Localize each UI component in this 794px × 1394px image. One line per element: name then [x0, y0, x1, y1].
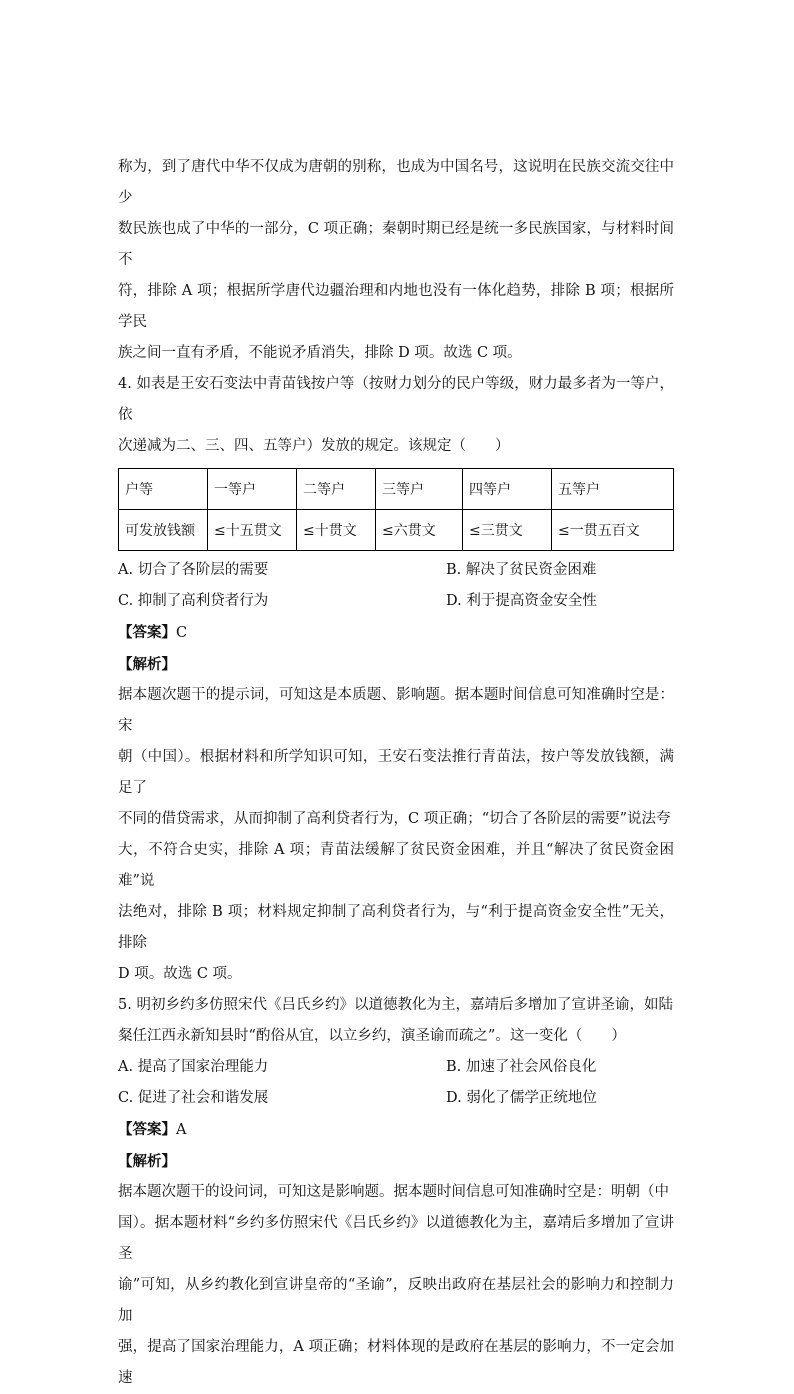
- answer-options: [118, 555, 674, 617]
- answer-line: [118, 617, 674, 649]
- answer-line: [118, 1114, 674, 1146]
- qingmiao-table: [118, 468, 674, 551]
- table-cell: 四等户: [463, 469, 552, 510]
- table-cell: 可发放钱额: [119, 510, 208, 551]
- table-cell: ≤十贯文: [297, 510, 376, 551]
- question-4: [118, 369, 674, 990]
- option-a: A. 提高了国家治理能力: [118, 1059, 269, 1075]
- analysis-line: 法绝对，排除 B 项；材料规定抑制了高利贷者行为，与“利于提高资金安全性”无关，排除: [118, 904, 674, 951]
- answer-options: [118, 1052, 674, 1114]
- analysis-line: 国）。据本题材料“乡约多仿照宋代《吕氏乡约》以道德教化为主，嘉靖后多增加了宣讲圣: [118, 1215, 674, 1262]
- answer-value: A: [176, 1122, 187, 1138]
- table-cell: ≤六贯文: [376, 510, 463, 551]
- question-stem: 4. 如表是王安石变法中青苗钱按户等（按财力划分的民户等级，财力最多者为一等户，依: [118, 376, 674, 423]
- table-cell: ≤一贯五百文: [552, 510, 674, 551]
- intro-analysis: [118, 152, 674, 369]
- analysis-line: 不同的借贷需求，从而抑制了高利贷者行为，C 项正确；“切合了各阶层的需要”说法夸: [118, 811, 671, 827]
- text-line: 族之间一直有矛盾，不能说矛盾消失，排除 D 项。故选 C 项。: [118, 345, 522, 361]
- answer-value: C: [176, 625, 188, 641]
- text-line: 数民族也成了中华的一部分，C 项正确；秦朝时期已经是统一多民族国家，与材料时间不: [118, 221, 674, 268]
- answer-label: 【答案】: [118, 624, 176, 641]
- table-cell: ≤十五贯文: [208, 510, 297, 551]
- table-row: [119, 510, 674, 551]
- table-cell: 二等户: [297, 469, 376, 510]
- option-d: D. 弱化了儒学正统地位: [446, 1090, 597, 1106]
- table-cell: 户等: [119, 469, 208, 510]
- analysis-label: 【解析】: [118, 656, 176, 673]
- analysis-line: D 项。故选 C 项。: [118, 966, 242, 982]
- analysis-label: 【解析】: [118, 1153, 176, 1170]
- question-stem: 粲任江西永新知县时“酌俗从宜，以立乡约，演圣谕而疏之”。这一变化（ ）: [118, 1028, 626, 1044]
- text-line: 符，排除 A 项；根据所学唐代边疆治理和内地也没有一体化趋势，排除 B 项；根据所学民: [118, 283, 674, 330]
- table-cell: 三等户: [376, 469, 463, 510]
- option-b: B. 加速了社会风俗良化: [446, 1059, 597, 1075]
- analysis-line: 据本题次题干的设问词，可知这是影响题。据本题时间信息可知准确时空是：明朝（中: [118, 1184, 669, 1200]
- answer-label: 【答案】: [118, 1121, 176, 1138]
- question-stem: 次递减为二、三、四、五等户）发放的规定。该规定（ ）: [118, 438, 510, 454]
- table-cell: ≤三贯文: [463, 510, 552, 551]
- question-stem: 5. 明初乡约多仿照宋代《吕氏乡约》以道德教化为主，嘉靖后多增加了宣讲圣谕，如陆: [118, 997, 673, 1013]
- option-c: C. 抑制了高利贷者行为: [118, 593, 269, 609]
- option-b: B. 解决了贫民资金困难: [446, 562, 597, 578]
- table-cell: 一等户: [208, 469, 297, 510]
- analysis-line: 据本题次题干的提示词，可知这是本质题、影响题。据本题时间信息可知准确时空是：宋: [118, 687, 674, 734]
- option-a: A. 切合了各阶层的需要: [118, 562, 269, 578]
- option-c: C. 促进了社会和谐发展: [118, 1090, 269, 1106]
- analysis-line: 强，提高了国家治理能力，A 项正确；材料体现的是政府在基层的影响力，不一定会加速: [118, 1339, 674, 1386]
- table-cell: 五等户: [552, 469, 674, 510]
- question-5: [118, 990, 674, 1394]
- document-content: [118, 152, 674, 1394]
- option-d: D. 利于提高资金安全性: [446, 593, 597, 609]
- analysis-line: 朝（中国）。根据材料和所学知识可知，王安石变法推行青苗法，按户等发放钱额，满足了: [118, 749, 674, 796]
- table-header-row: [119, 469, 674, 510]
- text-line: 称为，到了唐代中华不仅成为唐朝的别称，也成为中国名号，这说明在民族交流交往中少: [118, 159, 674, 206]
- analysis-line: 谕”可知，从乡约教化到宣讲皇帝的“圣谕”，反映出政府在基层社会的影响力和控制力加: [118, 1277, 674, 1324]
- analysis-line: 大，不符合史实，排除 A 项；青苗法缓解了贫民资金困难，并且“解决了贫民资金困难”说: [118, 842, 674, 889]
